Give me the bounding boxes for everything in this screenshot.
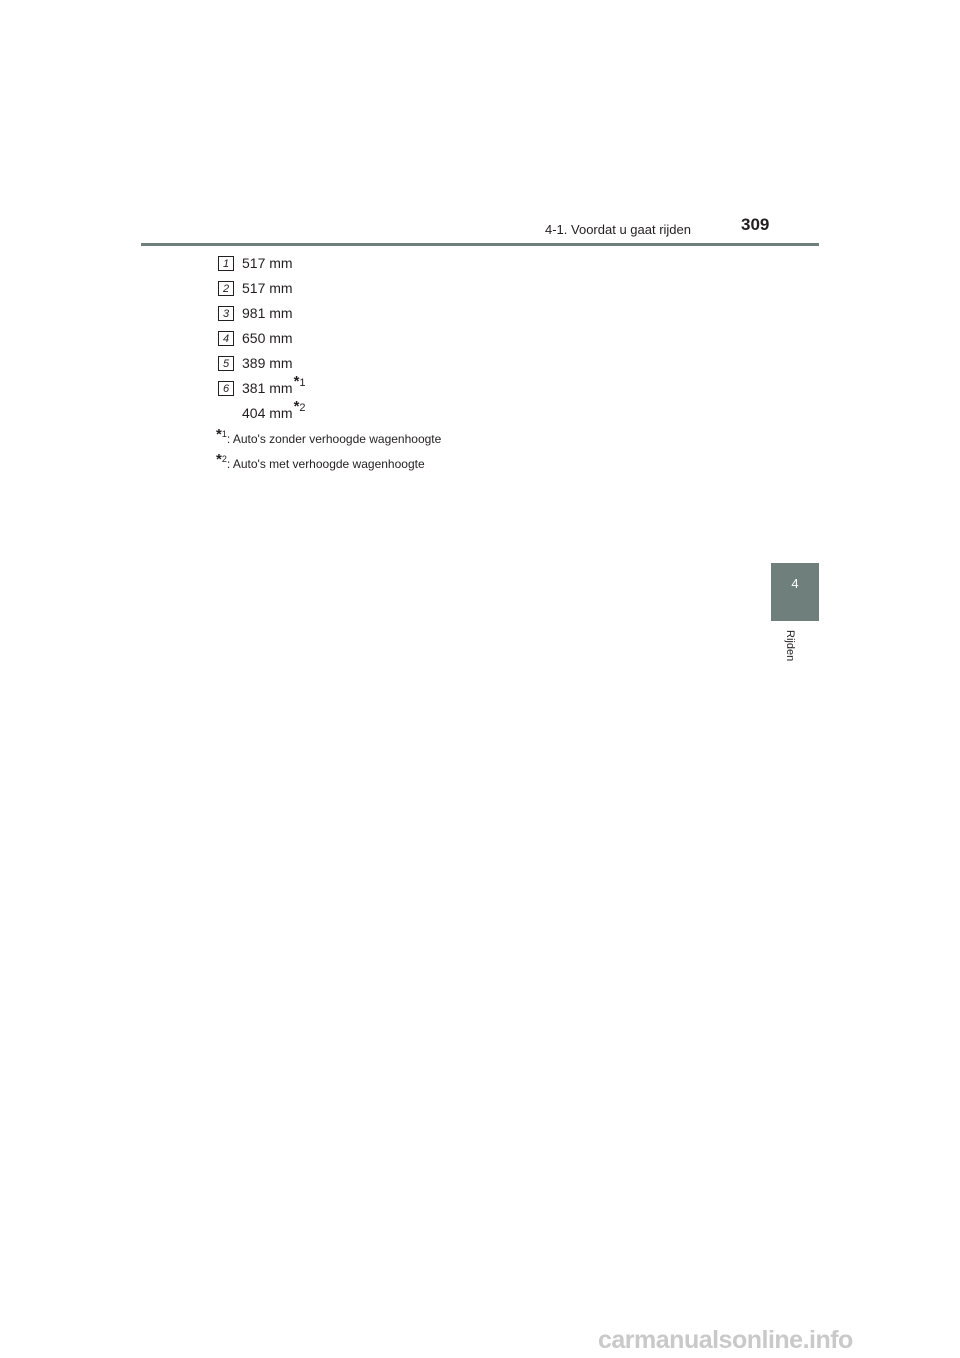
item-value: 517 mm bbox=[242, 255, 293, 271]
footnote-text: : Auto's zonder verhoogde wagenhoogte bbox=[226, 432, 442, 446]
header-divider bbox=[141, 243, 819, 246]
footnote-text: : Auto's met verhoogde wagenhoogte bbox=[226, 457, 425, 471]
footnote-star: * bbox=[216, 451, 222, 468]
item-number-badge: 6 bbox=[218, 381, 234, 396]
footnote bbox=[216, 451, 425, 472]
item-value: 650 mm bbox=[242, 330, 293, 346]
watermark: carmanualsonline.info bbox=[598, 1326, 853, 1354]
page-number: 309 bbox=[741, 215, 770, 234]
footnote-star: * bbox=[216, 426, 222, 443]
item-value-wrap bbox=[242, 373, 306, 399]
list-item bbox=[218, 329, 293, 347]
item-value: 381 mm bbox=[242, 380, 293, 396]
section-title: 4-1. Voordat u gaat rijden bbox=[545, 222, 691, 237]
item-value: 981 mm bbox=[242, 305, 293, 321]
item-number-badge: 4 bbox=[218, 331, 234, 346]
footnote-marker: *1 bbox=[293, 373, 306, 390]
list-item bbox=[218, 279, 293, 297]
item-value: 517 mm bbox=[242, 280, 293, 296]
item-value: 389 mm bbox=[242, 355, 293, 371]
list-item bbox=[218, 304, 293, 322]
footnote-number: 2 bbox=[221, 454, 227, 464]
list-item bbox=[218, 254, 293, 272]
item-number-badge: 1 bbox=[218, 256, 234, 271]
item-value-wrap bbox=[242, 398, 306, 424]
item-number-badge: 5 bbox=[218, 356, 234, 371]
item-number-badge: 3 bbox=[218, 306, 234, 321]
footnote bbox=[216, 426, 442, 447]
item-number-badge: 2 bbox=[218, 281, 234, 296]
chapter-tab: 4 bbox=[771, 563, 819, 621]
list-item bbox=[218, 354, 293, 372]
chapter-label: Rijden bbox=[784, 630, 796, 662]
item-value: 404 mm bbox=[242, 405, 293, 421]
footnote-marker-number: 1 bbox=[299, 377, 306, 389]
footnote-number: 1 bbox=[221, 429, 227, 439]
list-item bbox=[218, 373, 306, 397]
footnote-marker: *2 bbox=[293, 398, 306, 415]
footnote-marker-number: 2 bbox=[299, 402, 306, 414]
